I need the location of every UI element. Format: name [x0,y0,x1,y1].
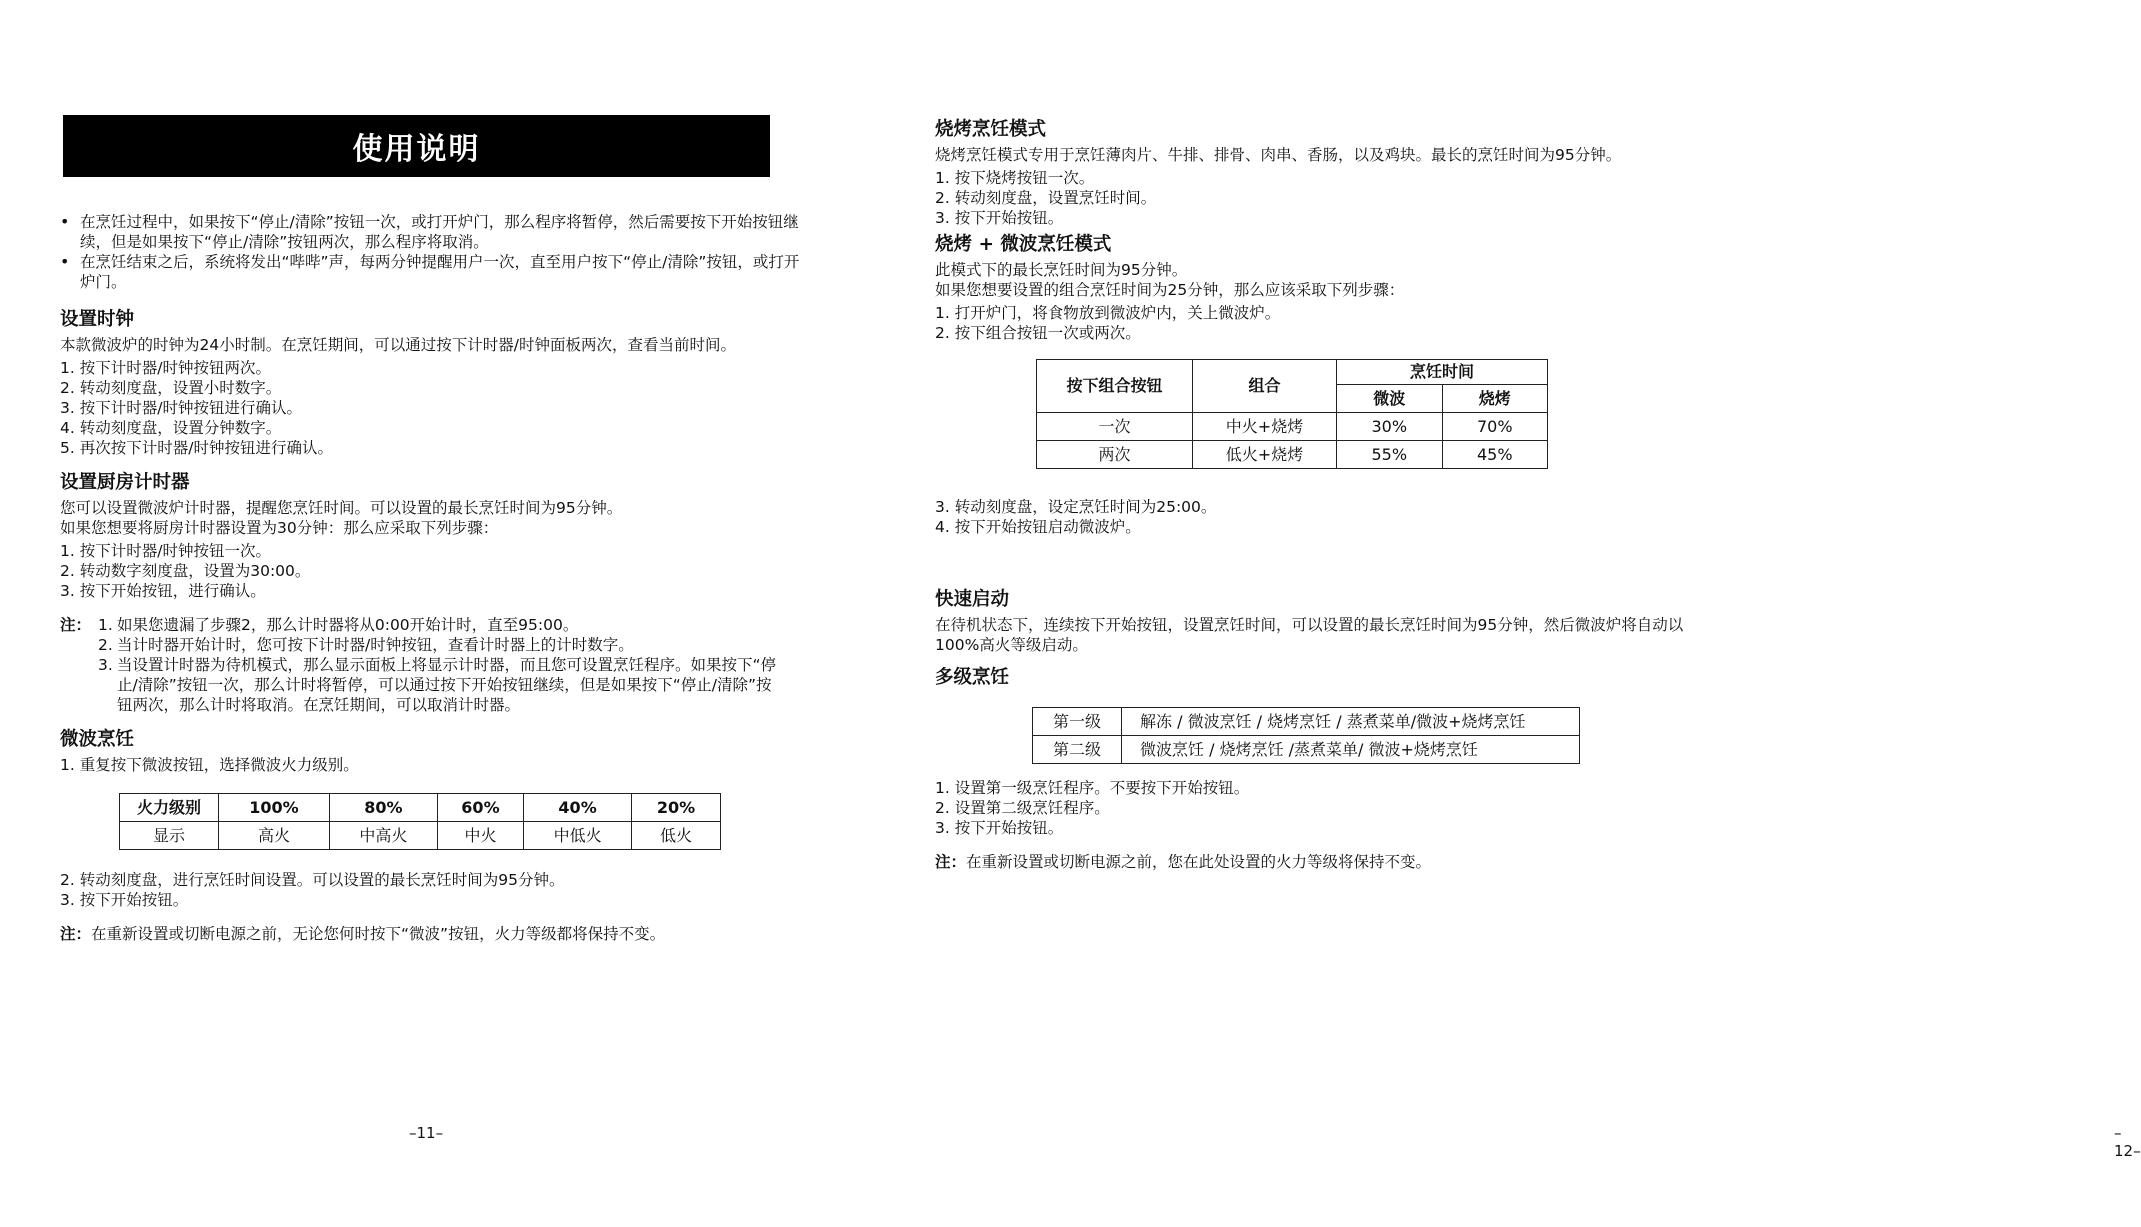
kitchen-timer-intro-2: 如果您想要将厨房计时器设置为30分钟：那么应采取下列步骤： [60,519,499,537]
table-cell: 微波 [1337,385,1443,413]
page-number: –11– [409,1124,444,1142]
bullet-item: • 在烹饪结束之后，系统将发出“哔哔”声，每两分钟提醒用户一次，直至用户按下“停止/清除”按钮，或打开炉门。 [60,252,800,292]
microwave-steps [60,870,800,910]
multi-stage-note [935,852,1705,872]
step-item: 3. 按下计时器/时钟按钮进行确认。 [60,399,302,417]
page-title: 使用说明 [63,115,770,177]
table-cell: 高火 [219,822,330,850]
table-cell: 显示 [120,822,219,850]
kitchen-timer-notes [60,615,800,715]
table-row [1037,360,1548,385]
grill-steps [935,168,1705,228]
table-cell: 解冻 / 微波烹饪 / 烧烤烹饪 / 蒸煮菜单/微波+烧烤烹饪 [1122,708,1580,736]
note-label: 注： [60,925,92,943]
combo-table [1036,359,1548,469]
table-row [120,822,721,850]
step-item: 4. 转动刻度盘，设置分钟数字。 [60,419,282,437]
table-cell: 按下组合按钮 [1037,360,1193,413]
section-heading-grill: 烧烤烹饪模式 [935,119,1047,140]
table-cell: 火力级别 [120,794,219,822]
bullet-item: • 在烹饪过程中，如果按下“停止/清除”按钮一次，或打开炉门，那么程序将暂停，然后需要按下开始按钮继续，但是如果按下“停止/清除”按钮两次，那么程序将取消。 [60,212,800,252]
step-item: 2. 转动刻度盘，进行烹饪时间设置。可以设置的最长烹饪时间为95分钟。 [60,871,565,889]
step-item: 1. 按下计时器/时钟按钮两次。 [60,359,271,377]
combo-steps-after [935,497,1705,537]
section-heading-combo: 烧烤 + 微波烹饪模式 [935,234,1112,255]
kitchen-timer-steps [60,541,800,601]
step-item: 5. 再次按下计时器/时钟按钮进行确认。 [60,439,333,457]
note-item: 1. 如果您遗漏了步骤2，那么计时器将从0:00开始计时，直至95:00。 [98,616,579,634]
note-label: 注： [935,853,967,871]
section-heading-multi-stage: 多级烹饪 [935,667,1010,688]
section-heading-clock: 设置时钟 [60,309,135,330]
left-page [0,0,860,1227]
table-row [1033,708,1580,736]
multi-stage-table [1032,707,1580,764]
step-item: 1. 设置第一级烹饪程序。不要按下开始按钮。 [935,779,1250,797]
step-item: 3. 按下开始按钮。 [935,209,1064,227]
combo-steps [935,303,1705,343]
table-cell: 烧烤 [1442,385,1548,413]
table-cell: 组合 [1193,360,1337,413]
step-item: 4. 按下开始按钮启动微波炉。 [935,518,1141,536]
combo-intro-1: 此模式下的最长烹饪时间为95分钟。 [935,261,1188,279]
table-row [1037,441,1548,469]
table-row [1037,413,1548,441]
step-item: 2. 转动刻度盘，设置烹饪时间。 [935,189,1157,207]
quick-start-text: 在待机状态下，连续按下开始按钮，设置烹饪时间，可以设置的最长烹饪时间为95分钟，然后微波炉将自动以100%高火等级启动。 [935,616,1684,654]
table-row [1033,736,1580,764]
table-cell: 中火 [437,822,523,850]
table-cell: 中火+烧烤 [1193,413,1337,441]
step-item: 2. 按下组合按钮一次或两次。 [935,324,1141,342]
table-cell: 100% [219,794,330,822]
step-item: 2. 转动数字刻度盘，设置为30:00。 [60,562,311,580]
clock-intro: 本款微波炉的时钟为24小时制。在烹饪期间，可以通过按下计时器/时钟面板两次，查看当前时间。 [60,336,736,354]
right-column [935,117,1705,872]
step-item: 3. 转动刻度盘，设定烹饪时间为25:00。 [935,498,1217,516]
table-cell: 低火 [632,822,721,850]
table-cell: 20% [632,794,721,822]
note-text: 在重新设置或切断电源之前，您在此处设置的火力等级将保持不变。 [966,853,1432,871]
note-label: 注： [60,616,92,634]
page-number: –12– [2114,1124,2141,1160]
section-heading-microwave: 微波烹饪 [60,729,135,750]
microwave-step-1: 1. 重复按下微波按钮，选择微波火力级别。 [60,756,359,774]
step-item: 1. 按下烧烤按钮一次。 [935,169,1095,187]
table-cell: 一次 [1037,413,1193,441]
step-item: 2. 设置第二级烹饪程序。 [935,799,1110,817]
step-item: 3. 按下开始按钮。 [60,891,189,909]
step-item: 3. 按下开始按钮，进行确认。 [60,582,266,600]
section-heading-quick-start: 快速启动 [935,589,1010,610]
step-item: 2. 转动刻度盘，设置小时数字。 [60,379,282,397]
table-cell: 60% [437,794,523,822]
table-cell: 第一级 [1033,708,1122,736]
combo-intro-2: 如果您想要设置的组合烹饪时间为25分钟，那么应该采取下列步骤： [935,281,1405,299]
right-page [860,0,2141,1227]
table-cell: 微波烹饪 / 烧烤烹饪 /蒸煮菜单/ 微波+烧烤烹饪 [1122,736,1580,764]
table-cell: 30% [1337,413,1443,441]
table-cell: 低火+烧烤 [1193,441,1337,469]
section-heading-kitchen-timer: 设置厨房计时器 [60,472,190,493]
table-cell: 80% [329,794,437,822]
step-item: 3. 按下开始按钮。 [935,819,1064,837]
kitchen-timer-intro-1: 您可以设置微波炉计时器，提醒您烹饪时间。可以设置的最长烹饪时间为95分钟。 [60,499,623,517]
note-item: 3. 当设置计时器为待机模式，那么显示面板上将显示计时器，而且您可设置烹饪程序。如果按下“停止/清除”按钮一次，那么计时将暂停，可以通过按下开始按钮继续，但是如果按下“停止/清除”按钮两次，那么计时将取消。在烹饪期间，可以取消计时器。 [98,656,777,714]
microwave-note [60,924,800,944]
table-cell: 55% [1337,441,1443,469]
table-cell: 70% [1442,413,1548,441]
table-cell: 烹饪时间 [1337,360,1548,385]
note-item: 2. 当计时器开始计时，您可按下计时器/时钟按钮，查看计时器上的计时数字。 [98,636,634,654]
table-cell: 40% [524,794,632,822]
clock-steps [60,358,800,458]
step-item: 1. 打开炉门，将食物放到微波炉内，关上微波炉。 [935,304,1281,322]
table-cell: 中低火 [524,822,632,850]
note-text: 在重新设置或切断电源之前，无论您何时按下“微波”按钮，火力等级都将保持不变。 [91,925,666,943]
table-cell: 45% [1442,441,1548,469]
left-column [60,212,800,944]
table-cell: 第二级 [1033,736,1122,764]
table-cell: 两次 [1037,441,1193,469]
step-item: 1. 按下计时器/时钟按钮一次。 [60,542,271,560]
grill-intro: 烧烤烹饪模式专用于烹饪薄肉片、牛排、排骨、肉串、香肠，以及鸡块。最长的烹饪时间为95分钟。 [935,146,1622,164]
power-level-table [119,793,721,850]
table-cell: 中高火 [329,822,437,850]
table-row [120,794,721,822]
intro-bullets [60,212,800,292]
multi-stage-steps [935,778,1705,838]
